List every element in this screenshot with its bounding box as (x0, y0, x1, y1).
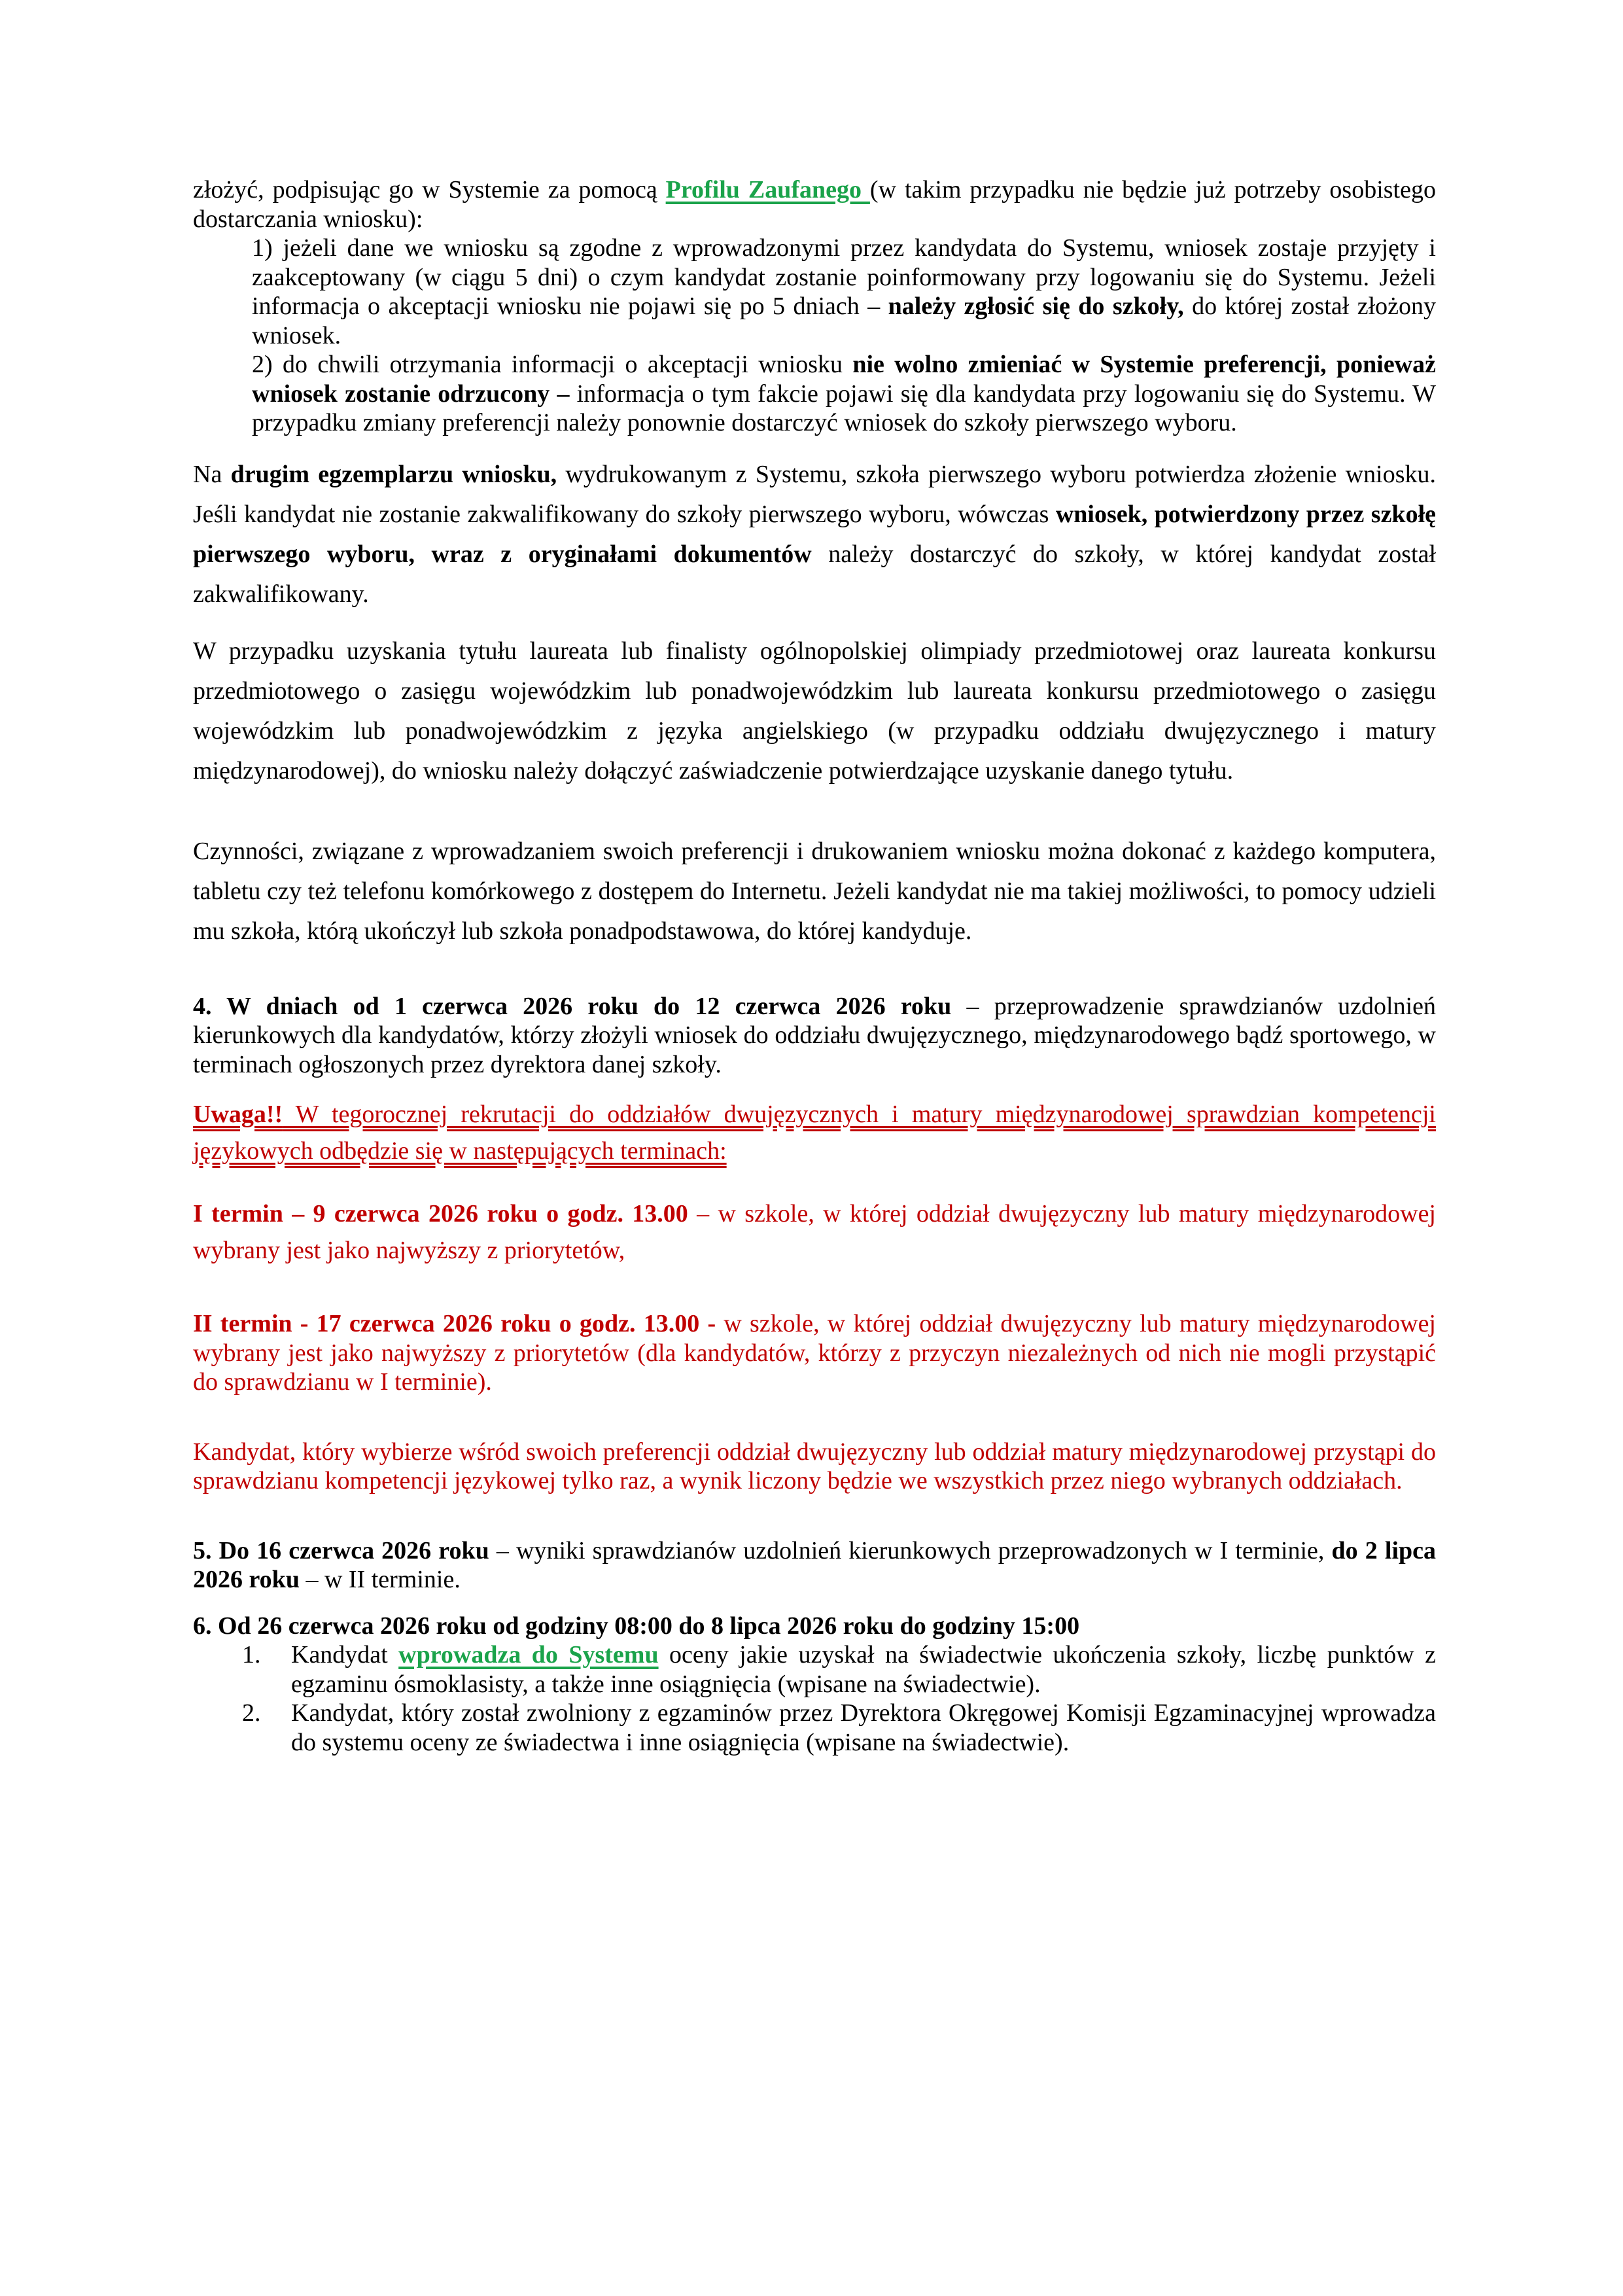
section-5-paragraph: 5. Do 16 czerwca 2026 roku – wyniki sprawdzianów uzdolnień kierunkowych przeprowadzonych w I terminie, do 2 lipca 2026 roku – w II terminie. (193, 1536, 1436, 1593)
trusted-profile-link[interactable]: Profilu Zaufanego (665, 176, 870, 203)
spacer (193, 438, 1436, 455)
activities-paragraph: Czynności, związane z wprowadzaniem swoich preferencji i drukowaniem wniosku można dokonać z każdego komputera, tabletu czy też telefonu komórkowego z dostępem do Internetu. Jeżeli kandydat nie ma takiej możliwości, to pomocy udzieli mu szkoła, którą ukończył lub szkoła ponadpodstawowa, do której kandyduje. (193, 837, 1436, 945)
enter-into-system-link[interactable]: wprowadza do Systemu (398, 1641, 659, 1669)
point-1-paragraph: 1) jeżeli dane we wniosku są zgodne z wprowadzonymi przez kandydata do Systemu, wniosek zostaje przyjęty i zaakceptowany (w ciągu 5 dni) o czym kandydat zostanie poinformowany przy logowaniu się do Systemu. Jeżeli informacja o akceptacji wniosku nie pojawi się po 5 dniach – należy zgłosić się do szkoły, do której został złożony wniosek. (252, 234, 1437, 349)
spacer (193, 1079, 1436, 1096)
point-2-paragraph: 2) do chwili otrzymania informacji o akceptacji wniosku nie wolno zmieniać w Systemie preferencji, ponieważ wniosek zostanie odrzucony – informacja o tym fakcie pojawi się dla kandydata przy logowaniu się do Systemu. W przypadku zmiany preferencji należy ponownie dostarczyć wniosek do szkoły pierwszego wyboru. (252, 351, 1436, 436)
list-item: 2. Kandydat, który został zwolniony z egzaminów przez Dyrektora Okręgowej Komisji Egzaminacyjnej wprowadza do systemu oceny ze świadectwa i inne osiągnięcia (wpisane na świadectwie). (242, 1699, 1436, 1756)
warning-label: Uwaga!! (193, 1101, 283, 1128)
point-1-emphasis: należy zgłosić się do szkoły, (888, 292, 1184, 320)
spacer (193, 791, 1436, 832)
section-5-date-2: do 2 lipca 2026 roku (193, 1536, 1436, 1593)
candidate-note-paragraph: Kandydat, który wybierze wśród swoich preferencji oddział dwujęzyczny lub oddział matury międzynarodowej przystąpi do sprawdzianu kompetencji językowej tylko raz, a wynik liczony będzie we wszystkich przez niego wybranych oddziałach. (193, 1438, 1436, 1494)
section-4-paragraph: 4. W dniach od 1 czerwca 2026 roku do 12 czerwca 2026 roku – przeprowadzenie sprawdzianów uzdolnień kierunkowych dla kandydatów, którzy złożyli wniosek do oddziału dwujęzycznego, międzynarodowego bądź sportowego, w terminach ogłoszonych przez dyrektora danej szkoły. (193, 992, 1436, 1078)
term-2-date: II termin - 17 czerwca 2026 roku o godz. 13.00 - (193, 1310, 716, 1337)
term-2-paragraph: II termin - 17 czerwca 2026 roku o godz. 13.00 - w szkole, w której oddział dwujęzyczny lub matury międzynarodowej wybrany jest jako najwyższy z priorytetów (dla kandydatów, którzy z przyczyn niezależnych od nich nie mogli przystąpić do sprawdzianu w I terminie). (193, 1310, 1436, 1396)
section-4-dates: . W dniach od 1 czerwca 2026 roku do 12 czerwca 2026 roku (205, 992, 952, 1020)
list-item: 1. Kandydat wprowadza do Systemu oceny jakie uzyskał na świadectwie ukończenia szkoły, liczbę punktów z egzaminu ósmoklasisty, a także inne osiągnięcia (wpisane na świadectwie). (242, 1641, 1437, 1698)
spacer (193, 1169, 1436, 1195)
section-6-list (193, 1640, 1436, 1757)
section-4-number: 4 (193, 992, 205, 1020)
spacer (193, 1269, 1436, 1309)
section-6-heading: 6. Od 26 czerwca 2026 roku od godziny 08:00 do 8 lipca 2026 roku do godziny 15:00 (193, 1612, 1080, 1640)
laureate-paragraph: W przypadku uzyskania tytułu laureata lub finalisty ogólnopolskiej olimpiady przedmiotowej oraz laureata konkursu przedmiotowego o zasięgu wojewódzkim lub ponadwojewódzkim lub laureata konkursu przedmiotowego o zasięgu wojewódzkim lub ponadwojewódzkim z języka angielskiego (w przypadku oddziału dwujęzycznego i matury międzynarodowej), do wniosku należy dołączyć zaświadczenie potwierdzające uzyskanie danego tytułu. (193, 637, 1436, 785)
spacer (193, 1397, 1436, 1438)
spacer (193, 951, 1436, 992)
list-number: 1. (242, 1641, 261, 1669)
intro-paragraph: złożyć, podpisując go w Systemie za pomocą Profilu Zaufanego (w takim przypadku nie będzie już potrzeby osobistego dostarczania wniosku): (193, 176, 1436, 233)
spacer (193, 1496, 1436, 1536)
second-copy-paragraph: Na drugim egzemplarzu wniosku, wydrukowanym z Systemu, szkoła pierwszego wyboru potwierdza złożenie wniosku. Jeśli kandydat nie zostanie zakwalifikowany do szkoły pierwszego wyboru, wówczas wniosek, potwierdzony przez szkołę pierwszego wyboru, wraz z oryginałami dokumentów należy dostarczyć do szkoły, w której kandydat został zakwalifikowany. (193, 460, 1436, 608)
document-page (193, 175, 1436, 1757)
warning-paragraph: Uwaga!! W tegorocznej rekrutacji do oddziałów dwujęzycznych i matury międzynarodowej sprawdzian kompetencji językowych odbędzie się w następujących terminach: (193, 1101, 1436, 1165)
section-5-date: 5. Do 16 czerwca 2026 roku (193, 1536, 489, 1564)
term-1-paragraph: I termin – 9 czerwca 2026 roku o godz. 13.00 – w szkole, w której oddział dwujęzyczny lub matury międzynarodowej wybrany jest jako najwyższy z priorytetów, (193, 1200, 1436, 1264)
term-1-date: I termin – 9 czerwca 2026 roku o godz. 13.00 (193, 1200, 688, 1227)
point-2-emphasis: nie wolno zmieniać w Systemie preferencji, ponieważ wniosek zostanie odrzucony – (252, 351, 1436, 408)
spacer (193, 614, 1436, 631)
list-number: 2. (242, 1699, 261, 1727)
spacer (193, 1595, 1436, 1612)
